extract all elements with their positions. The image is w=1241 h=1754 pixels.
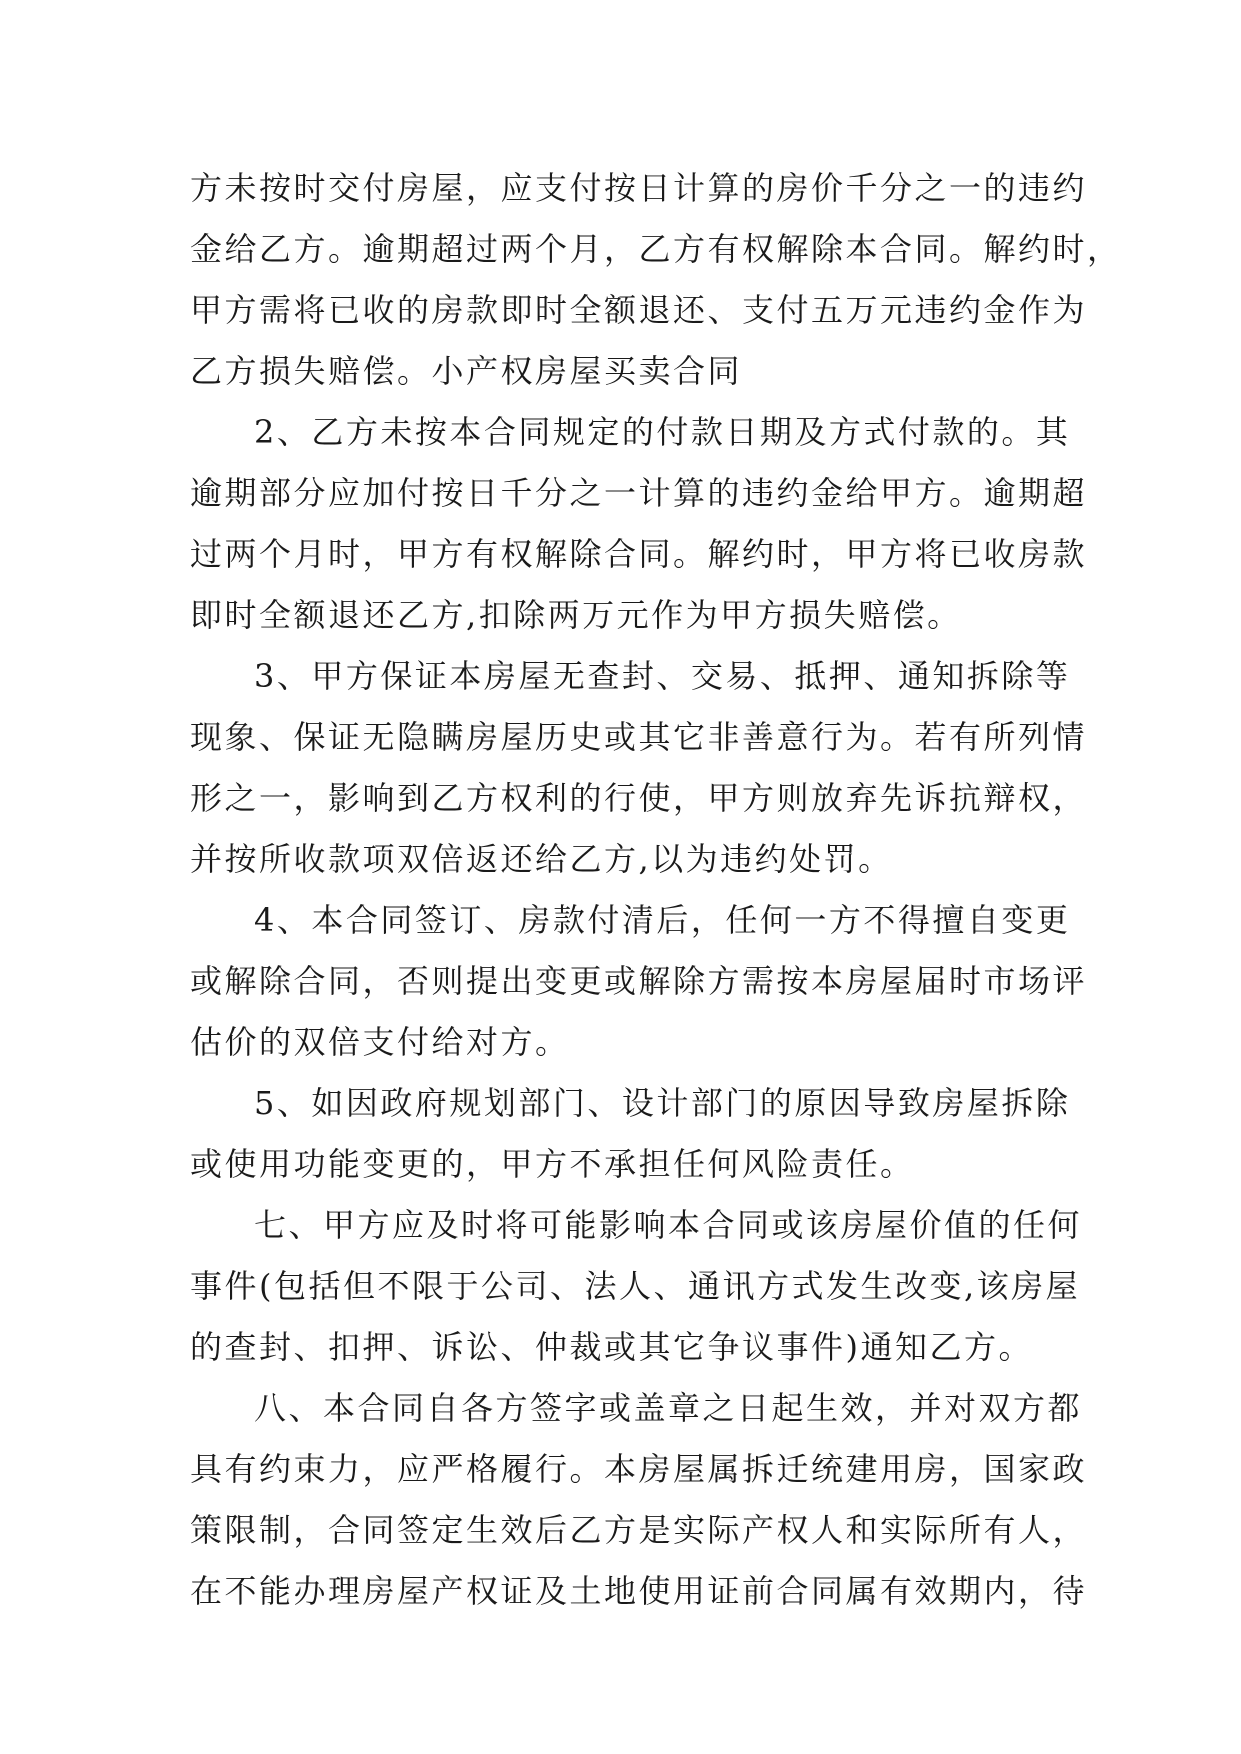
text-line: 或解除合同，否则提出变更或解除方需按本房屋届时市场评 bbox=[190, 962, 1088, 1000]
text-line: 甲方需将已收的房款即时全额退还、支付五万元违约金作为 bbox=[190, 291, 1088, 329]
text-line: 策限制，合同签定生效后乙方是实际产权人和实际所有人， bbox=[190, 1511, 1088, 1549]
text-line: 具有约束力，应严格履行。本房屋属拆迁统建用房，国家政 bbox=[190, 1450, 1088, 1488]
text-line: 在不能办理房屋产权证及土地使用证前合同属有效期内，待 bbox=[190, 1572, 1088, 1610]
paragraph-first-line: 七、甲方应及时将可能影响本合同或该房屋价值的任何 bbox=[254, 1206, 1083, 1244]
text-line: 的查封、扣押、诉讼、仲裁或其它争议事件)通知乙方。 bbox=[190, 1328, 1033, 1366]
paragraph-first-line: 3、甲方保证本房屋无查封、交易、抵押、通知拆除等 bbox=[254, 657, 1071, 695]
text-line: 现象、保证无隐瞒房屋历史或其它非善意行为。若有所列情 bbox=[190, 718, 1088, 756]
text-line: 乙方损失赔偿。小产权房屋买卖合同 bbox=[190, 352, 743, 390]
paragraph-first-line: 5、如因政府规划部门、设计部门的原因导致房屋拆除 bbox=[254, 1084, 1071, 1122]
text-line: 方未按时交付房屋，应支付按日计算的房价千分之一的违约 bbox=[190, 169, 1088, 207]
text-line: 形之一，影响到乙方权利的行使，甲方则放弃先诉抗辩权， bbox=[190, 779, 1088, 817]
text-line: 估价的双倍支付给对方。 bbox=[190, 1023, 570, 1061]
text-line: 过两个月时，甲方有权解除合同。解约时，甲方将已收房款 bbox=[190, 535, 1088, 573]
text-line: 或使用功能变更的，甲方不承担任何风险责任。 bbox=[190, 1145, 915, 1183]
paragraph-first-line: 八、本合同自各方签字或盖章之日起生效，并对双方都 bbox=[254, 1389, 1083, 1427]
paragraph-first-line: 4、本合同签订、房款付清后，任何一方不得擅自变更 bbox=[254, 901, 1071, 939]
document-body bbox=[190, 158, 1122, 1622]
paragraph-first-line: 2、乙方未按本合同规定的付款日期及方式付款的。其 bbox=[254, 413, 1071, 451]
text-line: 事件(包括但不限于公司、法人、通讯方式发生改变,该房屋 bbox=[190, 1267, 1081, 1305]
text-line: 并按所收款项双倍返还给乙方,以为违约处罚。 bbox=[190, 840, 893, 878]
text-line: 逾期部分应加付按日千分之一计算的违约金给甲方。逾期超 bbox=[190, 474, 1088, 512]
text-line: 金给乙方。逾期超过两个月，乙方有权解除本合同。解约时， bbox=[190, 230, 1122, 268]
text-line: 即时全额退还乙方,扣除两万元作为甲方损失赔偿。 bbox=[190, 596, 962, 634]
